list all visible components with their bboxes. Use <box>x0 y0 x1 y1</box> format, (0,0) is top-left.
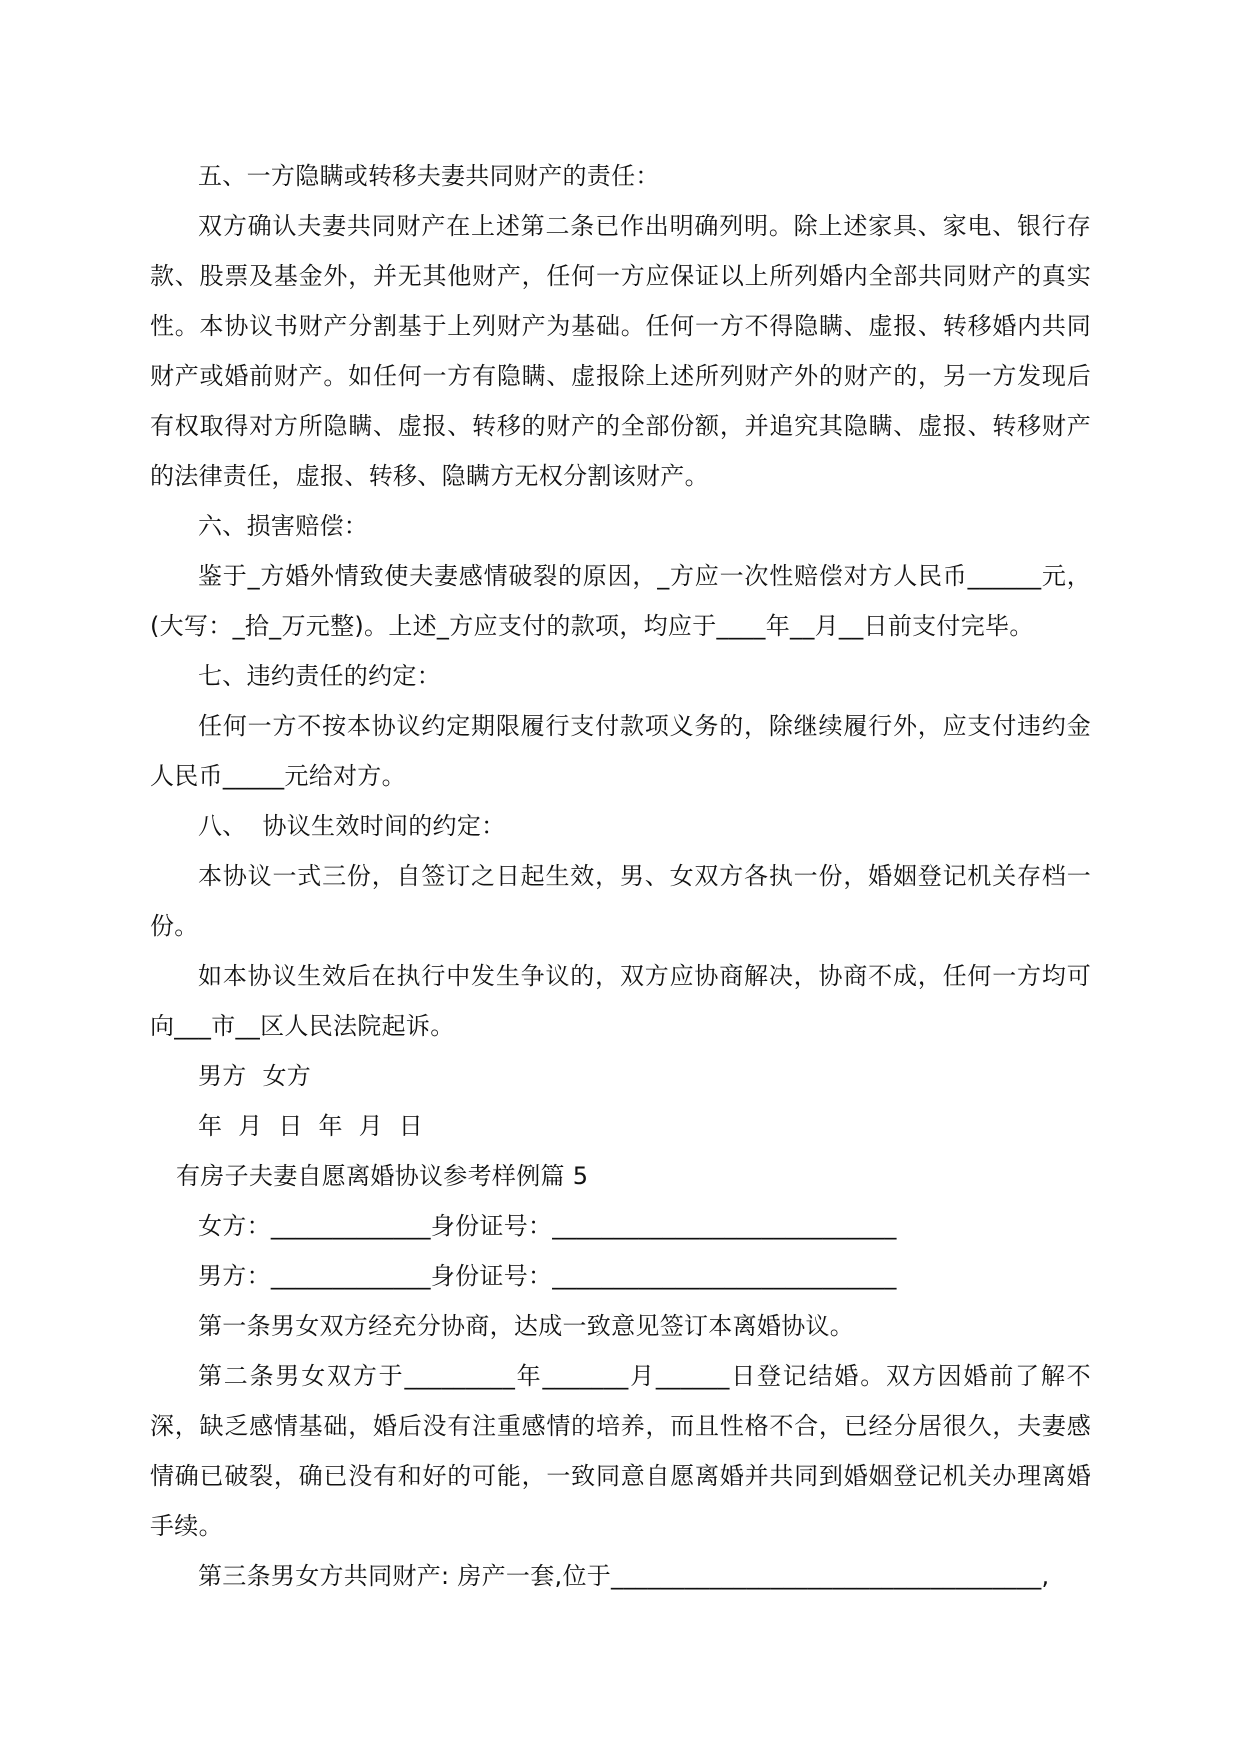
section-7-title: 七、违约责任的约定： <box>198 662 441 690</box>
section-7-body: 任何一方不按本协议约定期限履行支付款项义务的，除继续履行外，应支付违约金人民币_____元给对方。 <box>150 712 1091 790</box>
clause-2: 第二条男女双方于_________年_______月______日登记结婚。双方因婚前了解不深，缺乏感情基础，婚后没有注重感情的培养，而且性格不合，已经分居很久，夫妻感情确已破裂，确已没有和好的可能，一致同意自愿离婚并共同到婚姻登记机关办理离婚手续。 <box>150 1362 1091 1540</box>
section-5-body: 双方确认夫妻共同财产在上述第二条已作出明确列明。除上述家具、家电、银行存款、股票及基金外，并无其他财产，任何一方应保证以上所列婚内全部共同财产的真实性。本协议书财产分割基于上列财产为基础。任何一方不得隐瞒、虚报、转移婚内共同财产或婚前财产。如任何一方有隐瞒、虚报除上述所列财产外的财产的，另一方发现后有权取得对方所隐瞒、虚报、转移的财产的全部份额，并追究其隐瞒、虚报、转移财产的法律责任，虚报、转移、隐瞒方无权分割该财产。 <box>150 212 1091 490</box>
section-8-title: 八、 协议生效时间的约定： <box>198 812 506 840</box>
section-6-body: 鉴于_方婚外情致使夫妻感情破裂的原因，_方应一次性赔偿对方人民币______元，(大写：_拾_万元整)。上述_方应支付的款项，均应于____年__月__日前支付完毕。 <box>150 562 1091 640</box>
female-party-line: 女方：_____________身份证号：____________________________ <box>198 1212 897 1240</box>
clause-3: 第三条男女方共同财产: 房产一套,位于___________________________________, <box>198 1562 1050 1590</box>
male-party-line: 男方：_____________身份证号：____________________________ <box>198 1262 897 1290</box>
document-body <box>150 151 1091 1601</box>
section-5-title: 五、一方隐瞒或转移夫妻共同财产的责任： <box>198 162 660 190</box>
section-6-title: 六、损害赔偿： <box>198 512 369 540</box>
signature-dates: 年 月 日 年 月 日 <box>198 1112 424 1140</box>
article-5-heading: 有房子夫妻自愿离婚协议参考样例篇 5 <box>176 1162 589 1190</box>
section-8-body-1: 本协议一式三份，自签订之日起生效，男、女双方各执一份，婚姻登记机关存档一份。 <box>150 862 1091 940</box>
section-8-body-2: 如本协议生效后在执行中发生争议的，双方应协商解决，协商不成，任何一方均可向___市__区人民法院起诉。 <box>150 962 1091 1040</box>
clause-1: 第一条男女双方经充分协商，达成一致意见签订本离婚协议。 <box>198 1312 855 1340</box>
signature-parties: 男方 女方 <box>198 1062 312 1090</box>
